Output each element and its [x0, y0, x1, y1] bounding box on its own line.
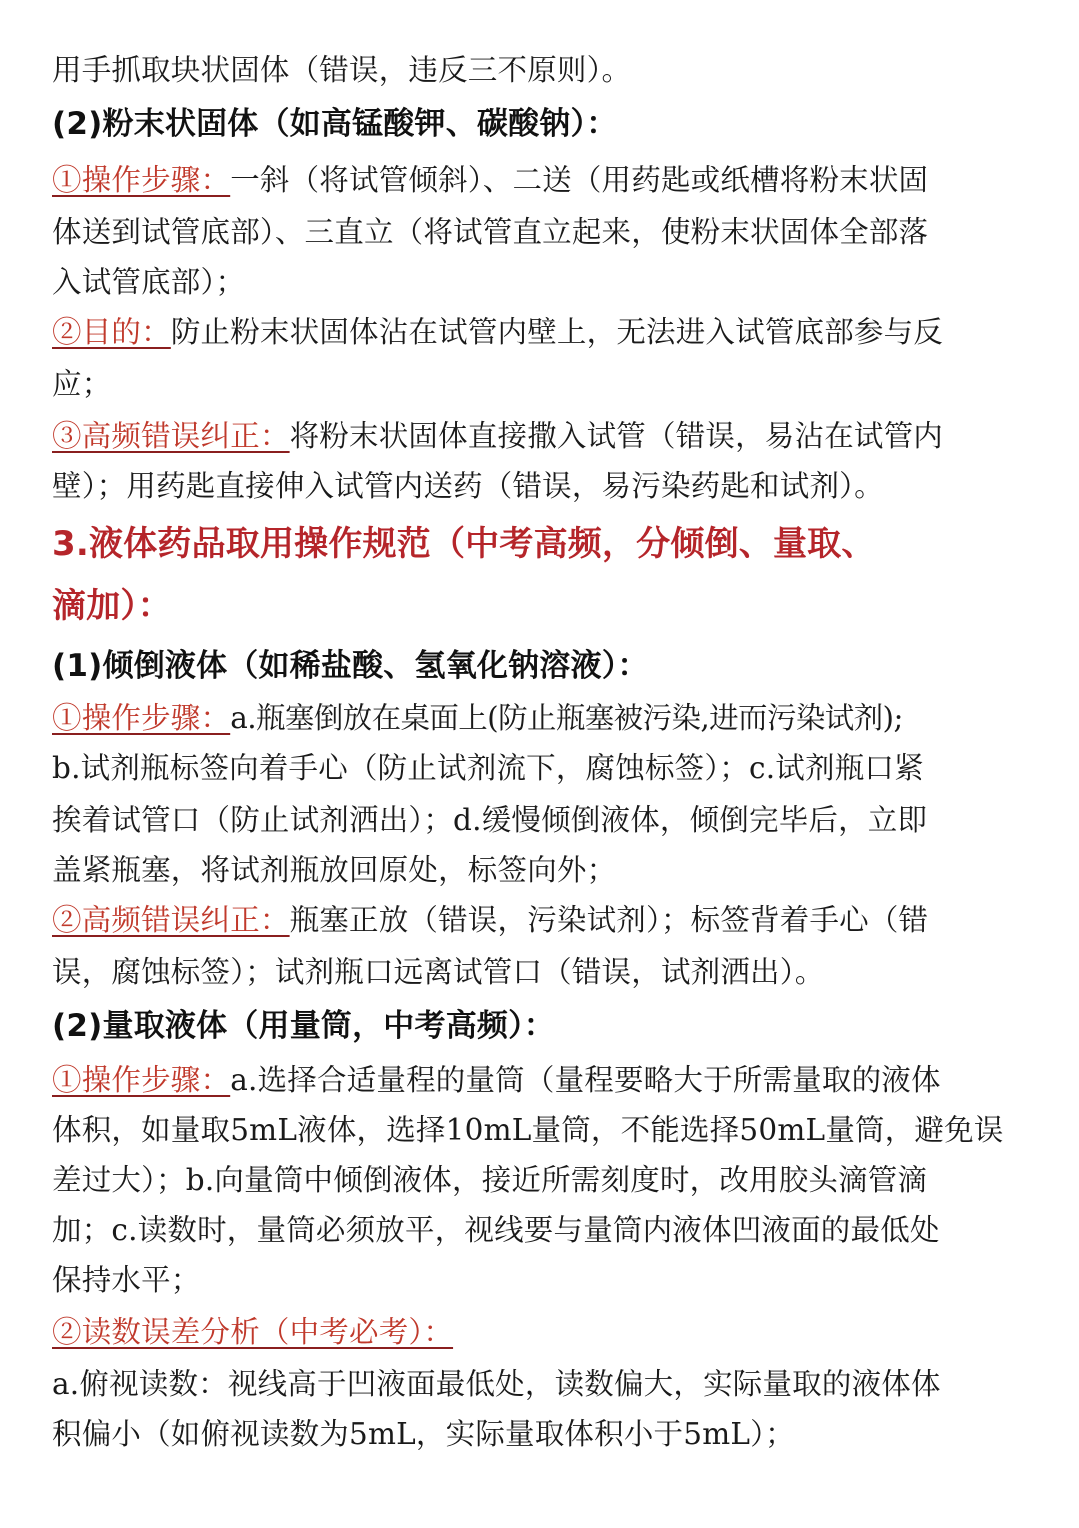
line-text: a.选择合适量程的量筒（量程要略大于所需量取的液体: [230, 1063, 941, 1097]
step-label: ①操作步骤：: [52, 1063, 231, 1097]
line-text: 挨着试管口（防止试剂洒出）；d.缓慢倾倒液体，倾倒完毕后，立即: [52, 803, 928, 837]
heading-text: (1)倾倒液体（如稀盐酸、氢氧化钠溶液）：: [52, 648, 649, 684]
text-line: [52, 1210, 1042, 1250]
text-line: [52, 160, 1042, 200]
line-text: 一斜（将试管倾斜）、二送（用药匙或纸槽将粉末状固: [230, 163, 929, 197]
section-title: [52, 524, 1042, 564]
text-line: [52, 466, 1042, 506]
step-label: ①操作步骤：: [52, 163, 231, 197]
text-line: [52, 900, 1042, 940]
text-line: [52, 1414, 1042, 1454]
text-line: [52, 364, 1042, 404]
line-text: 差过大）；b.向量筒中倾倒液体，接近所需刻度时，改用胶头滴管滴: [52, 1163, 928, 1197]
step-label: ②读数误差分析（中考必考）：: [52, 1315, 454, 1349]
section-heading: [52, 104, 1042, 144]
line-text: 积偏小（如俯视读数为5mL，实际量取体积小于5mL）；: [52, 1417, 795, 1451]
text-line: [52, 748, 1042, 788]
title-text: 3.液体药品取用操作规范（中考高频，分倾倒、量取、: [52, 524, 876, 564]
title-text: 滴加）：: [52, 586, 172, 626]
text-line: [52, 1110, 1042, 1150]
text-line: [52, 1312, 1042, 1352]
text-line: [52, 952, 1042, 992]
section-heading: [52, 1006, 1042, 1046]
line-text: 盖紧瓶塞，将试剂瓶放回原处，标签向外；: [52, 853, 617, 887]
text-line: [52, 312, 1042, 352]
text-line: [52, 1060, 1042, 1100]
heading-text: (2)粉末状固体（如高锰酸钾、碳酸钠）：: [52, 106, 618, 142]
line-text: 加；c.读数时，量筒必须放平，视线要与量筒内液体凹液面的最低处: [52, 1213, 940, 1247]
line-text: 瓶塞正放（错误，污染试剂）；标签背着手心（错: [289, 903, 929, 937]
text-line: [52, 50, 1042, 90]
text-line: [52, 698, 1042, 738]
line-text: 体送到试管底部）、三直立（将试管直立起来，使粉末状固体全部落: [52, 215, 929, 249]
step-label: ②高频错误纠正：: [52, 903, 290, 937]
step-label: ②目的：: [52, 315, 171, 349]
line-text: 误，腐蚀标签）；试剂瓶口远离试管口（错误，试剂洒出）。: [52, 955, 825, 989]
step-label: ③高频错误纠正：: [52, 419, 290, 453]
text-line: [52, 212, 1042, 252]
text-line: [52, 1364, 1042, 1404]
text-line: [52, 1260, 1042, 1300]
line-text: b.试剂瓶标签向着手心（防止试剂流下，腐蚀标签）；c.试剂瓶口紧: [52, 751, 924, 785]
line-text: 应；: [52, 367, 112, 401]
text-line: [52, 262, 1042, 302]
section-heading: [52, 646, 1042, 686]
text-line: [52, 800, 1042, 840]
section-title: [52, 586, 1042, 626]
text-line: [52, 416, 1042, 456]
text-line: [52, 850, 1042, 890]
line-text: 体积，如量取5mL液体，选择10mL量筒，不能选择50mL量筒，避免误: [52, 1113, 1004, 1147]
text-line: [52, 1160, 1042, 1200]
line-text: 防止粉末状固体沾在试管内壁上，无法进入试管底部参与反: [170, 315, 944, 349]
line-text: 入试管底部）；: [52, 265, 246, 299]
line-text: 保持水平；: [52, 1263, 201, 1297]
heading-text: (2)量取液体（用量筒，中考高频）：: [52, 1008, 556, 1044]
line-text: a.瓶塞倒放在桌面上(防止瓶塞被污染,进而污染试剂);: [230, 701, 903, 735]
line-text: 用手抓取块状固体（错误，违反三不原则）。: [52, 53, 632, 87]
line-text: 将粉末状固体直接撒入试管（错误，易沾在试管内: [289, 419, 944, 453]
step-label: ①操作步骤：: [52, 701, 231, 735]
line-text: a.俯视读数：视线高于凹液面最低处，读数偏大，实际量取的液体体: [52, 1367, 941, 1401]
line-text: 壁）；用药匙直接伸入试管内送药（错误，易污染药匙和试剂）。: [52, 469, 884, 503]
